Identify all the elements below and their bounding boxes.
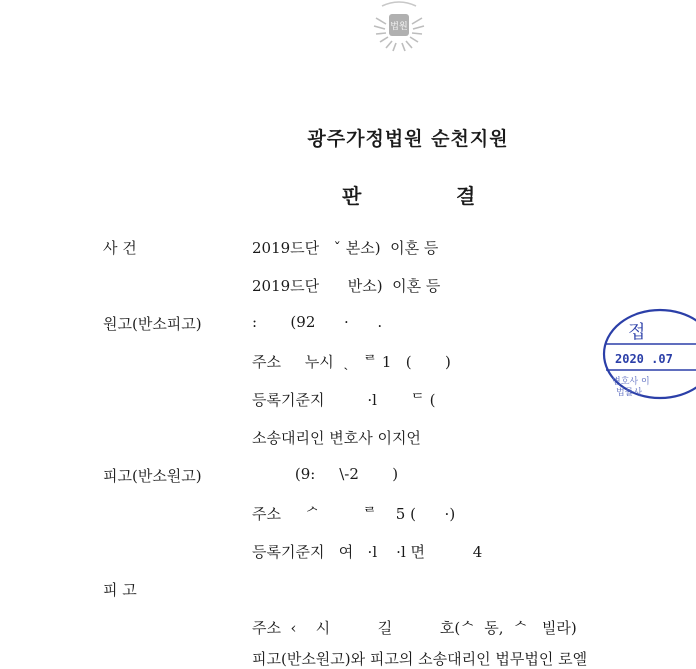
court-name: 광주가정법원 순천지원 — [307, 128, 509, 150]
defendant2-label: 피 고 — [103, 581, 137, 599]
stamp-date: 2020 .07 — [615, 352, 673, 366]
case-line-2: 2019드단 반소) 이혼 등 — [252, 277, 441, 295]
defendant2-address-line: 주소 ‹ 시 길 호(ᄉ 동, ᄉ 빌라) — [252, 619, 577, 637]
stamp-line-2: 법률사 — [616, 388, 643, 398]
defendant-registry-line: 등록기준지 여 ·l ·l 면 4 — [252, 543, 483, 561]
case-line-1: 2019드단 ˇ 본소) 이혼 등 — [252, 239, 439, 257]
received-stamp-icon — [602, 308, 696, 412]
plaintiff-label: 원고(반소피고) — [103, 315, 202, 333]
plaintiff-registry-line: 등록기준지 ·l ᄃ ( — [252, 391, 436, 409]
title-char-right: 결 — [456, 184, 476, 208]
court-emblem-icon — [368, 0, 430, 56]
defendant2-counsel-line: 피고(반소원고)와 피고의 소송대리인 법무법인 로엘 — [252, 650, 588, 668]
plaintiff-attorney-line: 소송대리인 변호사 이지언 — [252, 429, 421, 447]
stamp-title: 접 — [628, 322, 646, 343]
defendant-label: 피고(반소원고) — [103, 467, 202, 485]
plaintiff-address-line: 주소 누시 ˎ ᄅ 1 ( ) — [252, 353, 451, 371]
emblem-text: 법원 — [390, 22, 408, 32]
defendant-name-line: (9: \-2 ) — [252, 465, 399, 483]
plaintiff-name-line: : (92 · . — [252, 313, 383, 331]
case-label: 사 건 — [103, 239, 137, 257]
title-char-left: 판 — [342, 184, 362, 208]
defendant-address-line: 주소 ᄼ ᄅ 5 ( ·) — [252, 505, 456, 523]
stamp-line-1: 변호사 이 — [612, 377, 650, 387]
